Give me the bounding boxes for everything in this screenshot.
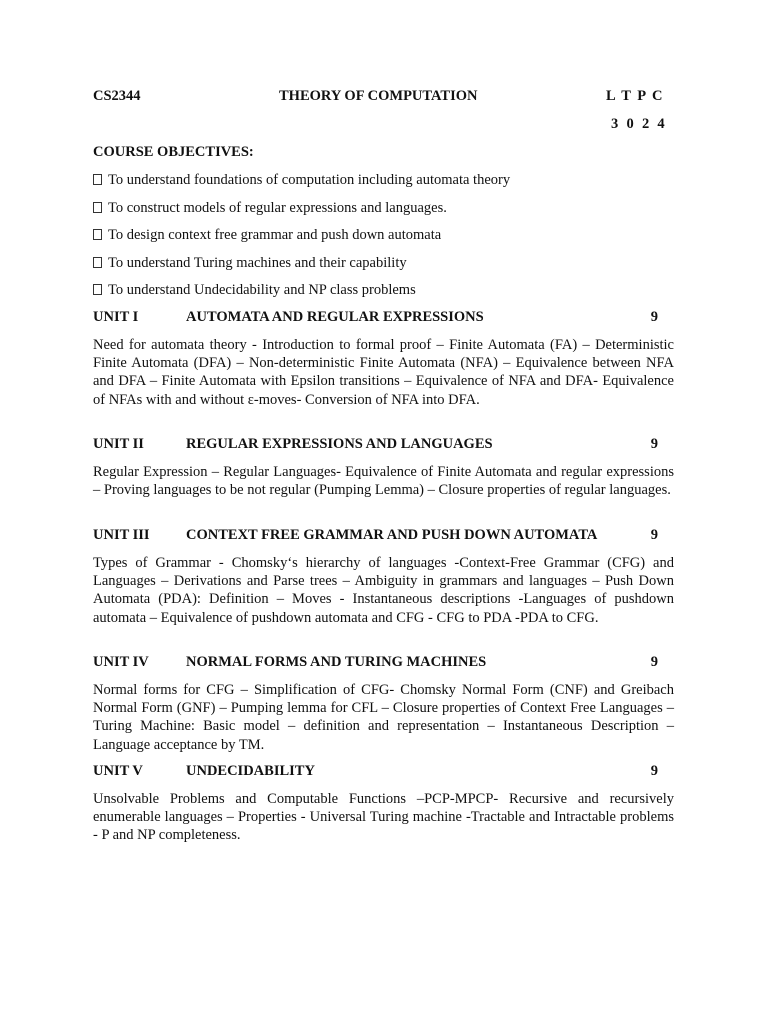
ltpc-values: 3 0 2 4	[611, 116, 667, 132]
unit-hours: 9	[650, 309, 658, 325]
unit-hours: 9	[650, 763, 658, 779]
bullet-box-icon	[93, 284, 102, 295]
objectives-heading: COURSE OBJECTIVES:	[93, 144, 254, 160]
objective-text: To understand Undecidability and NP class problems	[108, 282, 416, 298]
unit-2-heading	[93, 436, 658, 456]
objective-text: To understand foundations of computation including automata theory	[108, 172, 511, 188]
bullet-box-icon	[93, 229, 102, 240]
unit-title: CONTEXT FREE GRAMMAR AND PUSH DOWN AUTOMATA	[186, 527, 598, 543]
bullet-box-icon	[93, 202, 102, 213]
objective-text: To design context free grammar and push down automata	[108, 227, 442, 243]
unit-4-heading	[93, 654, 658, 674]
unit-hours: 9	[650, 527, 658, 543]
unit-number: UNIT V	[93, 763, 143, 779]
course-header	[93, 88, 673, 108]
unit-title: UNDECIDABILITY	[186, 763, 315, 779]
bullet-box-icon	[93, 174, 102, 185]
unit-title: REGULAR EXPRESSIONS AND LANGUAGES	[186, 436, 493, 452]
bullet-box-icon	[93, 257, 102, 268]
unit-1-heading	[93, 309, 658, 329]
unit-2-body: Regular Expression – Regular Languages- Equivalence of Finite Automata and regular expressions – Proving languages to be not regular (Pumping Lemma) – Closure properties of regular languages.	[93, 464, 674, 499]
unit-5-heading	[93, 763, 658, 783]
objectives-list	[93, 171, 693, 309]
unit-title: NORMAL FORMS AND TURING MACHINES	[186, 654, 487, 670]
unit-number: UNIT I	[93, 309, 139, 325]
unit-hours: 9	[650, 436, 658, 452]
unit-1-body: Need for automata theory - Introduction to formal proof – Finite Automata (FA) – Deterministic Finite Automata (DFA) – Non-deterministic Finite Automata (NFA) – Equivalence between NFA and DFA – Finite Automata with Epsilon transitions – Equivalence of NFA and DFA- Equivalence of NFAs with and without ε-moves- Conversion of NFA into DFA.	[93, 337, 674, 408]
unit-4-body: Normal forms for CFG – Simplification of CFG- Chomsky Normal Form (CNF) and Greibach Normal Form (GNF) – Pumping lemma for CFL – Closure properties of Context Free Languages –Turing Machine: Basic model – definition and representation – Instantaneous Description – Language acceptance by TM.	[93, 682, 674, 753]
unit-3-heading	[93, 527, 658, 547]
unit-hours: 9	[650, 654, 658, 670]
objective-item	[93, 199, 693, 227]
unit-number: UNIT II	[93, 436, 144, 452]
ltpc-label: L T P C	[606, 88, 664, 104]
unit-number: UNIT IV	[93, 654, 149, 670]
objective-item	[93, 281, 693, 309]
objective-item	[93, 171, 693, 199]
course-title: THEORY OF COMPUTATION	[279, 88, 478, 104]
course-code: CS2344	[93, 88, 141, 104]
objective-text: To construct models of regular expressions and languages.	[108, 199, 447, 216]
objective-item	[93, 254, 693, 282]
unit-5-body: Unsolvable Problems and Computable Functions –PCP-MPCP- Recursive and recursively enumerable languages – Properties - Universal Turing machine -Tractable and Intractable problems - P and NP completeness.	[93, 791, 674, 844]
unit-title: AUTOMATA AND REGULAR EXPRESSIONS	[186, 309, 484, 325]
objective-item	[93, 226, 693, 254]
unit-3-body: Types of Grammar - Chomsky‘s hierarchy of languages -Context-Free Grammar (CFG) and Languages – Derivations and Parse trees – Ambiguity in grammars and languages – Push Down Automata (PDA): Definition – Moves - Instantaneous descriptions -Languages of pushdown automata – Equivalence of pushdown automata and CFG - CFG to PDA -PDA to CFG.	[93, 555, 674, 626]
unit-number: UNIT III	[93, 527, 150, 543]
objective-text: To understand Turing machines and their capability	[108, 254, 407, 271]
